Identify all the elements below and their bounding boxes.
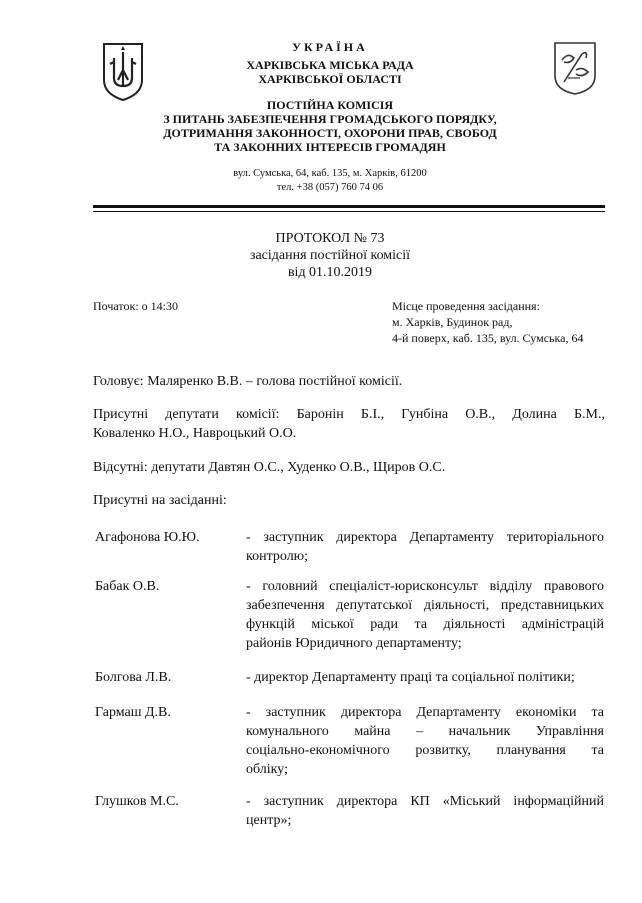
attendee-role-line: центр»; [246,813,292,828]
attendee-name: Болгова Л.В. [95,670,172,685]
absent-members: Відсутні: депутати Давтян О.С., Худенко О.В., Щиров О.С. [93,460,446,475]
trident-emblem-icon [100,40,146,102]
attendee-name: Гармаш Д.В. [95,705,171,720]
address-line: вул. Сумська, 64, каб. 135, м. Харків, 61200 [233,168,427,179]
attendee-role-line: обліку; [246,762,288,777]
attendee-role-line: функцій міської ради та діяльності адміністрацій [246,617,604,632]
attendees-heading: Присутні на засіданні: [93,493,227,508]
header-divider-thin [93,211,605,212]
commission-line2: З ПИТАНЬ ЗАБЕЗПЕЧЕННЯ ГРОМАДСЬКОГО ПОРЯДКУ, [163,112,497,126]
attendee-role-line: районів Юридичного департаменту; [246,636,462,651]
attendee-role-line: - головний спеціаліст-юрисконсульт відділу правового [246,579,604,594]
attendee-role-line: забезпечення депутатської діяльності, представницьких [246,598,604,613]
protocol-title: ПРОТОКОЛ № 73 [275,231,385,246]
meeting-place-line2: 4-й поверх, каб. 135, вул. Сумська, 64 [392,331,584,345]
attendee-role-line: соціально-економічного розвитку, планування та [246,743,604,758]
present-members-line1: Присутні депутати комісії: Баронін Б.І., Гунбіна О.В., Долина Б.М., [93,407,605,422]
attendee-role-line: - заступник директора КП «Міський інформаційний [246,794,604,809]
kharkiv-coat-of-arms-icon [552,40,598,96]
country-title: УКРАЇНА [292,40,368,54]
protocol-subtitle: засідання постійної комісії [249,248,411,263]
attendee-name: Агафонова Ю.Ю. [95,530,200,545]
protocol-date: від 01.10.2019 [287,265,373,280]
phone-line: тел. +38 (057) 760 74 06 [276,182,384,193]
attendee-role-line: - заступник директора Департаменту територіального [246,530,604,545]
header-divider-thick [93,205,605,208]
council-name-line1: ХАРКІВСЬКА МІСЬКА РАДА [246,58,414,72]
meeting-place-line1: м. Харків, Будинок рад, [392,315,513,329]
present-members-line2: Коваленко Н.О., Навроцький О.О. [93,426,297,441]
attendee-role-line: - заступник директора Департаменту економіки та [246,705,604,720]
attendee-role-line: - директор Департаменту праці та соціальної політики; [246,670,575,685]
meeting-start: Початок: о 14:30 [93,299,178,313]
chair-paragraph: Головує: Маляренко В.В. – голова постійної комісії. [93,374,403,389]
attendee-role-line: контролю; [246,549,309,564]
commission-line1: ПОСТІЙНА КОМІСІЯ [266,98,394,112]
attendee-role-line: комунального майна – начальник Управління [246,724,604,739]
attendee-name: Глушков М.С. [95,794,179,809]
commission-line4: ТА ЗАКОННИХ ІНТЕРЕСІВ ГРОМАДЯН [214,140,446,154]
attendee-name: Бабак О.В. [95,579,160,594]
commission-line3: ДОТРИМАННЯ ЗАКОННОСТІ, ОХОРОНИ ПРАВ, СВОБОД [163,126,497,140]
meeting-place-label: Місце проведення засідання: [392,299,540,313]
council-name-line2: ХАРКІВСЬКОЇ ОБЛАСТІ [258,72,402,86]
